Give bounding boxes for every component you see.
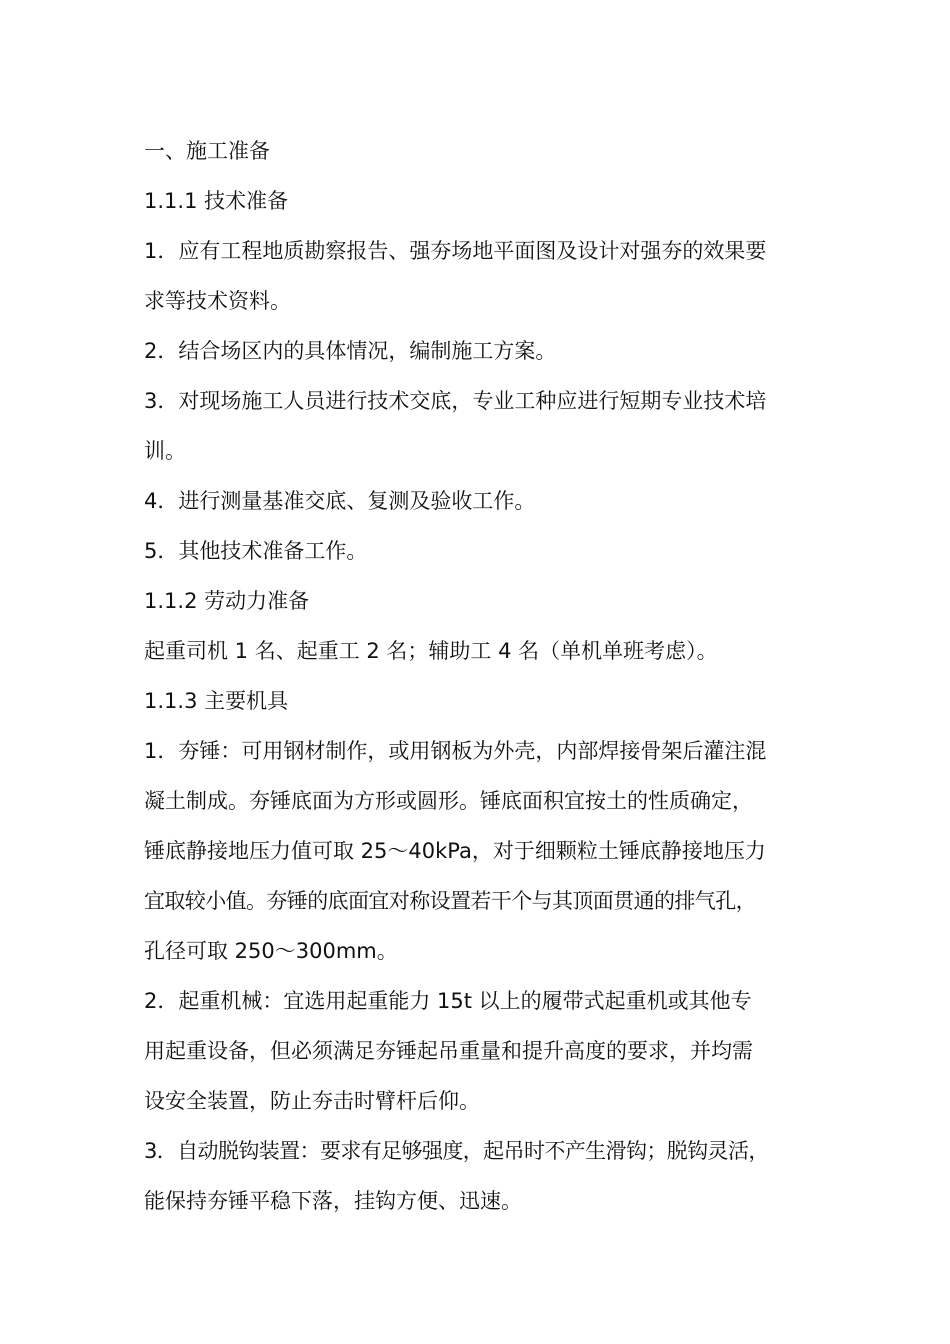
paragraph-line: 4．进行测量基准交底、复测及验收工作。 xyxy=(144,489,536,513)
section-heading: 一、施工准备 xyxy=(144,139,270,163)
paragraph-line: 训。 xyxy=(144,439,186,463)
paragraph-line: 设安全装置，防止夯击时臂杆后仰。 xyxy=(144,1089,480,1113)
paragraph-line: 起重司机 1 名、起重工 2 名；辅助工 4 名（单机单班考虑）。 xyxy=(144,639,718,663)
paragraph-line: 孔径可取 250～300mm。 xyxy=(144,939,398,963)
paragraph-line: 用起重设备，但必须满足夯锤起吊重量和提升高度的要求，并均需 xyxy=(144,1039,753,1063)
paragraph-line: 5．其他技术准备工作。 xyxy=(144,539,368,563)
document-body xyxy=(144,126,824,1226)
paragraph-line: 凝土制成。夯锤底面为方形或圆形。锤底面积宜按土的性质确定， xyxy=(144,789,753,813)
subsection-heading-technical: 1.1.1 技术准备 xyxy=(144,189,289,213)
subsection-heading-labor: 1.1.2 劳动力准备 xyxy=(144,589,310,613)
paragraph-line: 1．夯锤：可用钢材制作，或用钢板为外壳，内部焊接骨架后灌注混 xyxy=(144,739,767,763)
paragraph-line: 宜取较小值。夯锤的底面宜对称设置若干个与其顶面贯通的排气孔， xyxy=(144,889,756,913)
paragraph-line: 2．起重机械：宜选用起重能力 15t 以上的履带式起重机或其他专 xyxy=(144,989,752,1013)
paragraph-line: 3．对现场施工人员进行技术交底，专业工种应进行短期专业技术培 xyxy=(144,389,767,413)
paragraph-line: 能保持夯锤平稳下落，挂钩方便、迅速。 xyxy=(144,1189,522,1213)
subsection-heading-equipment: 1.1.3 主要机具 xyxy=(144,689,289,713)
paragraph-line: 3．自动脱钩装置：要求有足够强度，起吊时不产生滑钩；脱钩灵活， xyxy=(144,1139,769,1163)
paragraph-line: 1．应有工程地质勘察报告、强夯场地平面图及设计对强夯的效果要 xyxy=(144,239,767,263)
paragraph-line: 求等技术资料。 xyxy=(144,289,291,313)
paragraph-line: 2．结合场区内的具体情况，编制施工方案。 xyxy=(144,339,557,363)
paragraph-line: 锤底静接地压力值可取 25～40kPa，对于细颗粒土锤底静接地压力 xyxy=(144,839,766,863)
